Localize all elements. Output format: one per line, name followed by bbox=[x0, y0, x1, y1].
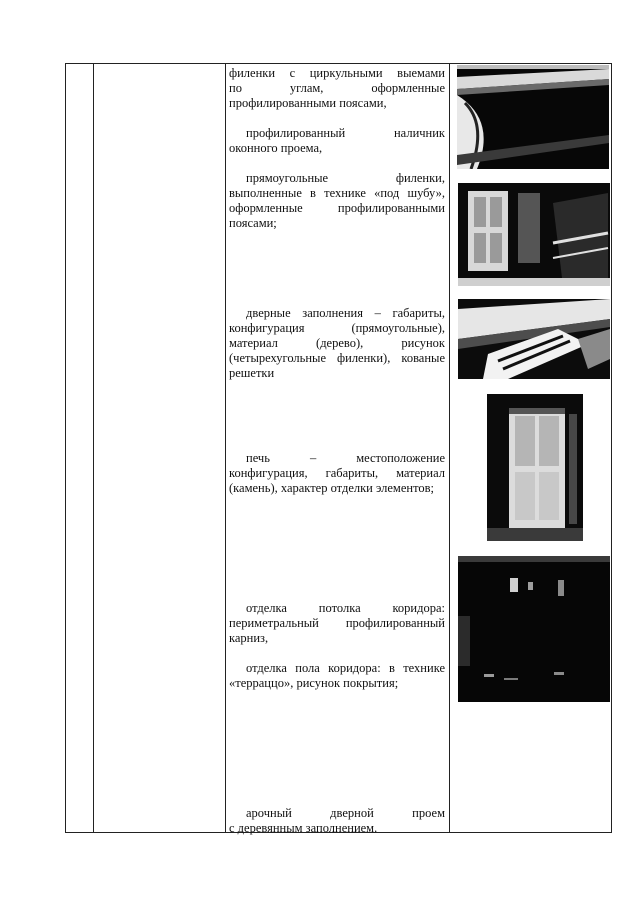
text-line: арочный дверной проем bbox=[246, 806, 445, 820]
paragraph-floor bbox=[229, 661, 445, 691]
text-line: решетки bbox=[229, 366, 275, 380]
text-line: профилированный наличник bbox=[246, 126, 445, 140]
text-line: «терраццо», рисунок покрытия; bbox=[229, 676, 399, 690]
text-line: конфигурация (прямоугольные), bbox=[229, 321, 445, 335]
photo-door-grille bbox=[458, 299, 610, 379]
text-line: печь – местоположение bbox=[246, 451, 445, 465]
text-line: материал (дерево), рисунок bbox=[229, 336, 445, 350]
photo-stove bbox=[487, 394, 583, 541]
text-line: конфигурация, габариты, материал bbox=[229, 466, 445, 480]
text-line: карниз, bbox=[229, 631, 269, 645]
paragraph-window-trim bbox=[229, 126, 445, 156]
text-line: по углам, оформленные bbox=[229, 81, 445, 95]
text-line: отделка потолка коридора: bbox=[246, 601, 445, 615]
photo-ceiling-molding bbox=[457, 65, 609, 169]
text-line: оконного проема, bbox=[229, 141, 323, 155]
text-line: оформленные профилированными bbox=[229, 201, 445, 215]
paragraph-ceiling bbox=[229, 601, 445, 646]
text-line: с деревянным заполнением. bbox=[229, 821, 378, 835]
paragraph-stove bbox=[229, 451, 445, 496]
text-line: (камень), характер отделки элементов; bbox=[229, 481, 434, 495]
paragraph-door-fillings bbox=[229, 306, 445, 381]
text-line: дверные заполнения – габариты, bbox=[246, 306, 445, 320]
column-divider-3 bbox=[449, 63, 450, 833]
column-divider-1 bbox=[93, 63, 94, 833]
text-line: поясами; bbox=[229, 216, 277, 230]
text-line: периметральный профилированный bbox=[229, 616, 445, 630]
text-line: профилированными поясами, bbox=[229, 96, 387, 110]
photo-corridor-panels bbox=[458, 183, 610, 286]
paragraph-rectangular-panels bbox=[229, 171, 445, 231]
text-line: отделка пола коридора: в технике bbox=[246, 661, 445, 675]
text-line: выполненные в технике «под шубу», bbox=[229, 186, 445, 200]
paragraph-arched-doorway bbox=[229, 806, 445, 836]
column-divider-2 bbox=[225, 63, 226, 833]
text-line: (четырехугольные филенки), кованые bbox=[229, 351, 445, 365]
photo-dark-corridor bbox=[458, 556, 610, 702]
text-line: прямоугольные филенки, bbox=[246, 171, 445, 185]
text-line: филенки с циркульными выемами bbox=[229, 66, 445, 80]
paragraph-panels-arched bbox=[229, 66, 445, 111]
